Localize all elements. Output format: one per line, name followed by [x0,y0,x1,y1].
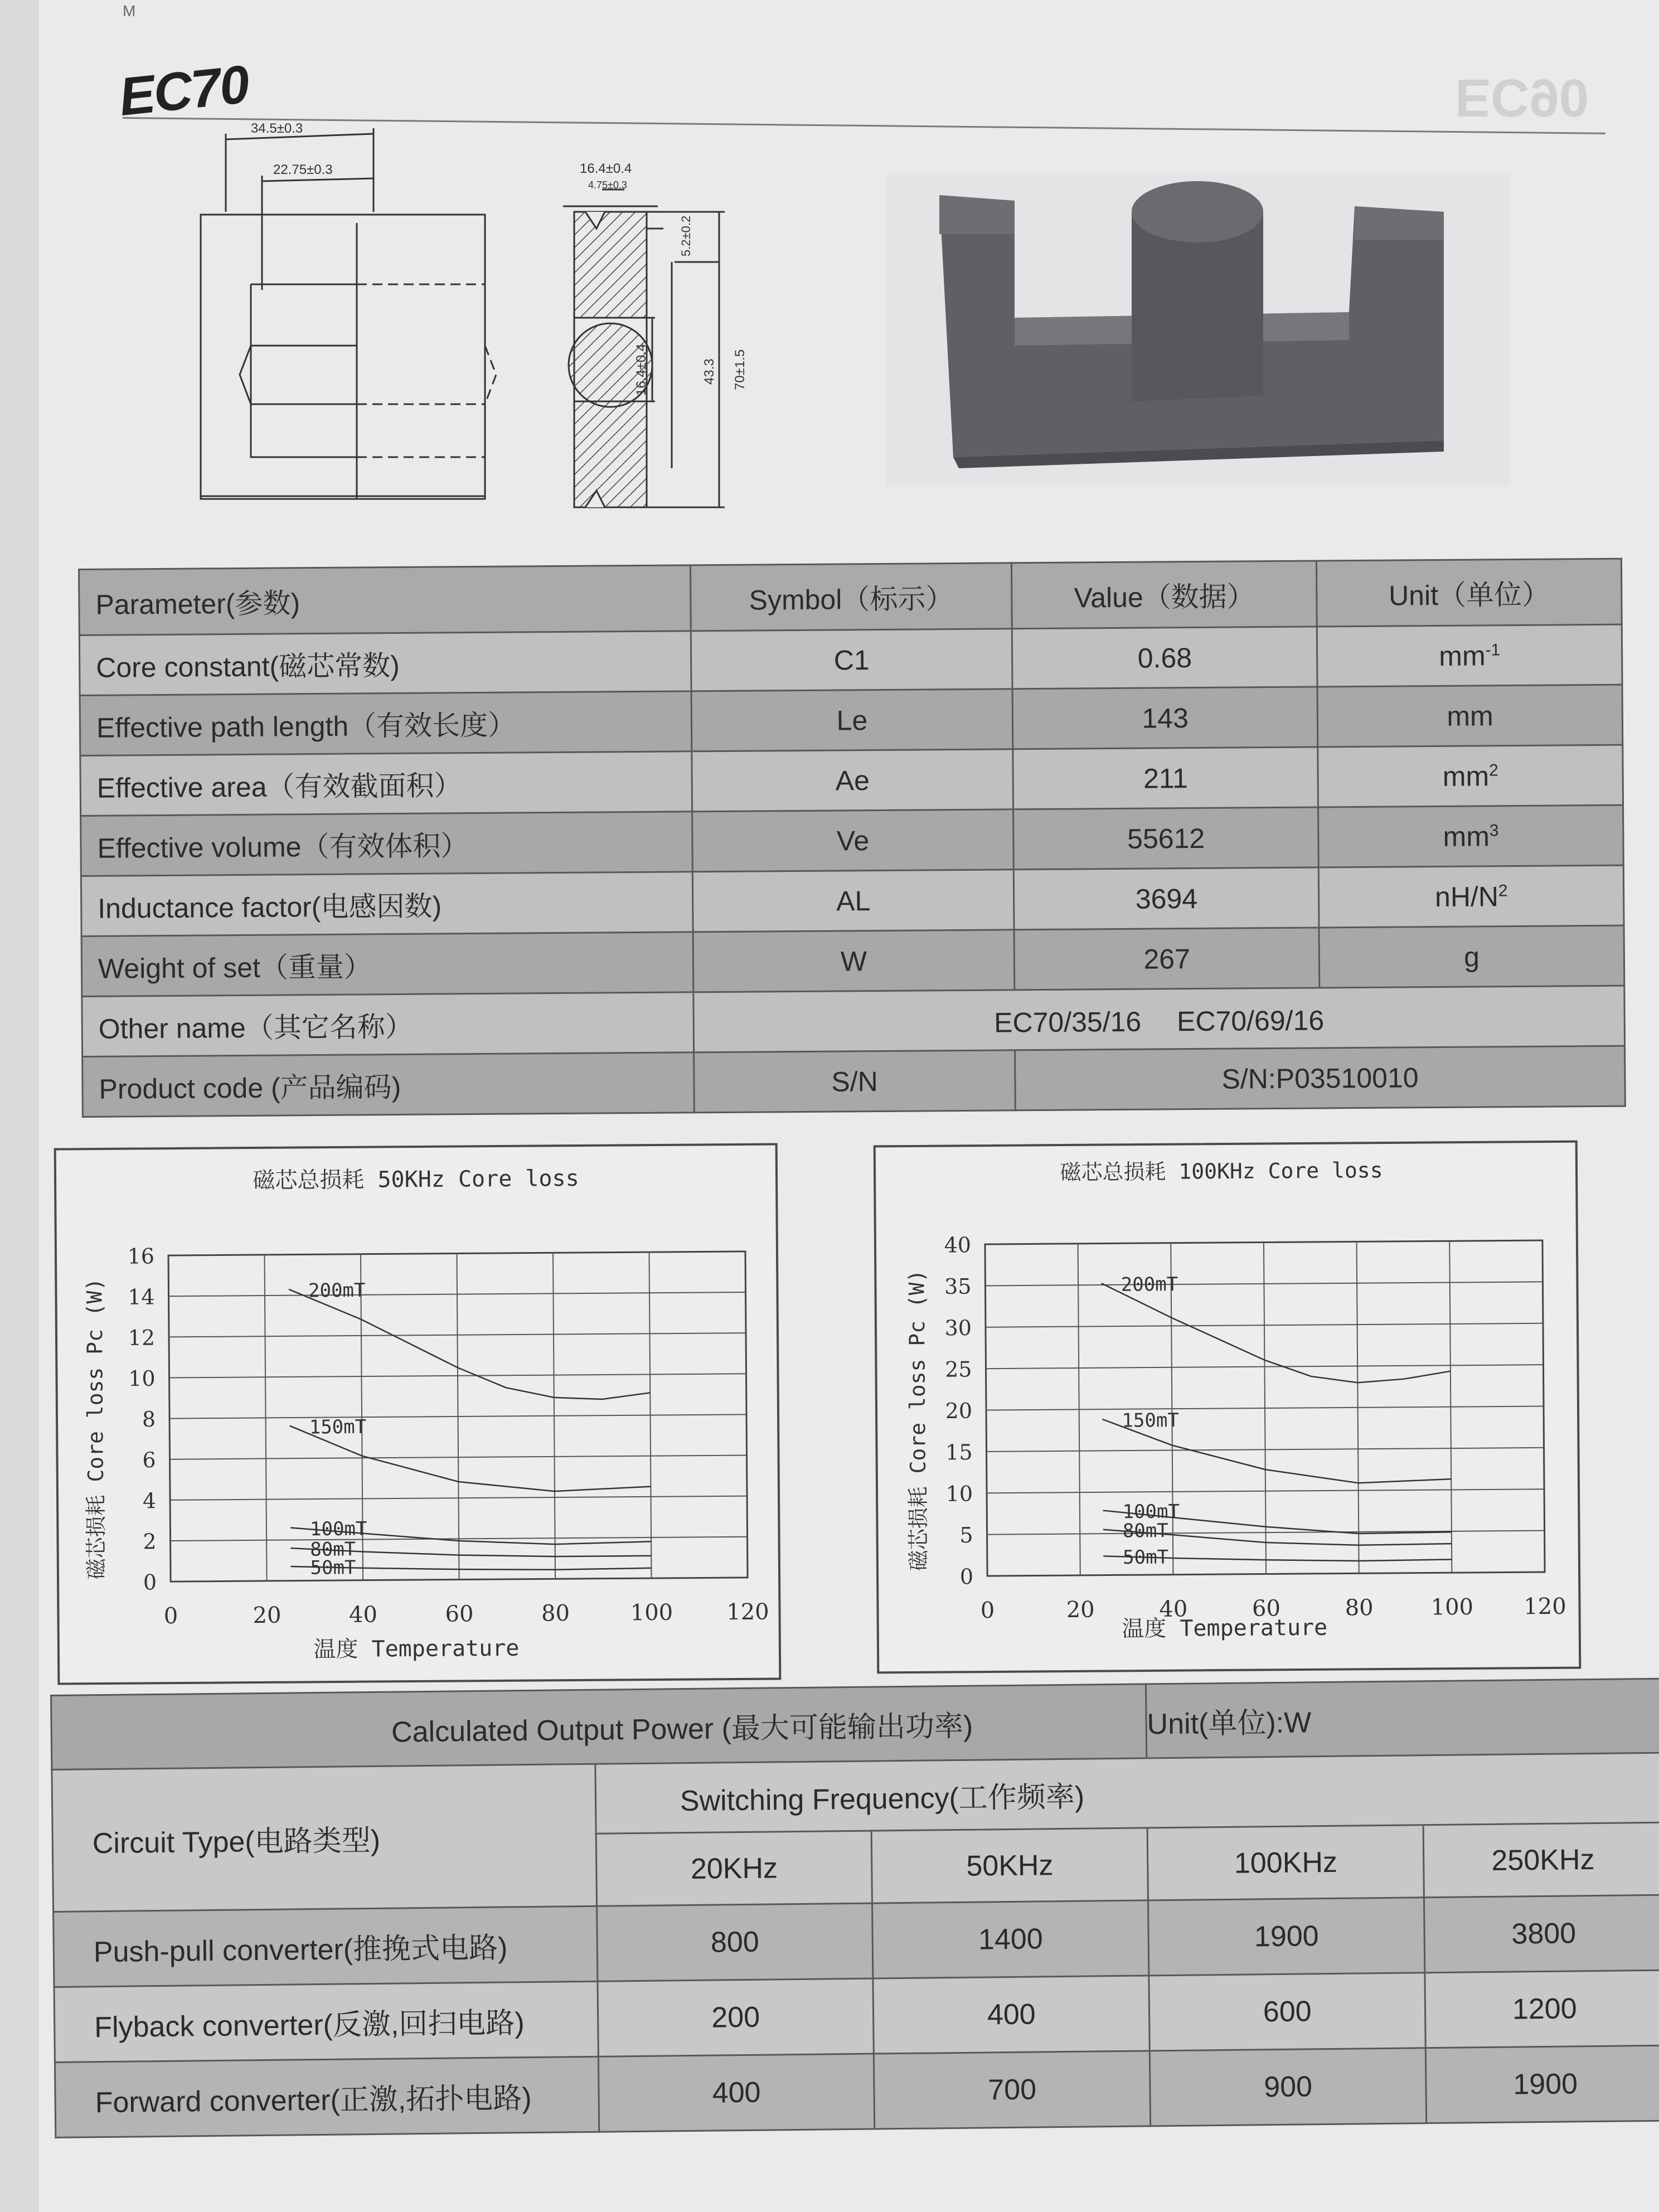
x-tick-label: 40 [1159,1596,1188,1622]
y-tick-label: 5 [959,1522,973,1548]
dim-side-width: 16.4±0.4 [580,161,632,176]
dim-window: 43.3 [702,358,717,385]
col-symbol: Symbol（标示） [690,563,1012,631]
front-view-drawing [167,123,557,524]
dim-inner-width: 22.75±0.3 [273,162,333,177]
param-value: 0.68 [1012,627,1318,689]
product-code-value: S/N:P03510010 [1015,1046,1625,1110]
chart-50khz-svg [56,1146,779,1683]
y-tick-label: 2 [143,1529,157,1554]
x-tick-label: 20 [253,1602,282,1629]
param-symbol: Le [691,689,1013,751]
table-row [79,624,1622,695]
chart-title: 磁芯总损耗 100KHz Core loss [1060,1158,1383,1185]
corner-mark: M [123,2,136,20]
param-unit: $nH/N^2$ [1319,865,1624,928]
param-name: Effective area（有效截面积） [80,751,692,816]
power-value: 600 [1149,1973,1426,2051]
power-value: 400 [873,1976,1149,2054]
dim-center-leg: 16.4±0.4 [634,343,649,396]
other-name-value: EC70/35/16 EC70/69/16 [693,986,1625,1052]
freq-20khz: 20KHz [596,1831,872,1906]
x-tick-label: 60 [445,1601,474,1627]
chart-title: 磁芯总损耗 50KHz Core loss [253,1165,579,1194]
product-code-symbol: S/N [693,1050,1015,1113]
y-tick-label: 14 [128,1284,155,1309]
series-label-100mT: 100mT [309,1517,367,1541]
power-value: 400 [598,2054,875,2132]
param-value: 211 [1013,747,1318,809]
param-symbol: AL [692,870,1014,932]
power-value: 900 [1149,2048,1427,2126]
power-value: 700 [874,2051,1151,2129]
y-tick-label: 35 [944,1274,972,1299]
param-value: 3694 [1014,867,1320,930]
y-tick-label: 40 [944,1233,972,1258]
table-row [55,2045,1659,2137]
param-name: Weight of set（重量） [81,932,693,997]
x-tick-label: 80 [1345,1595,1374,1621]
ghost-title: EC90 [1455,68,1589,128]
series-line-200mT [1102,1281,1451,1385]
param-symbol: Ae [692,749,1013,812]
switching-frequency-header: Switching Frequency(工作频率) [595,1753,1659,1833]
power-value: 1900 [1148,1898,1425,1976]
param-value: 55612 [1013,807,1319,870]
x-tick-label: 0 [980,1597,995,1624]
power-value: 800 [596,1903,873,1981]
chart-100khz [874,1141,1582,1674]
core-photo [886,173,1511,485]
x-tick-label: 100 [630,1599,673,1626]
power-value: 1900 [1426,2045,1659,2123]
other-name-label: Other name（其它名称） [82,992,694,1057]
param-symbol: Ve [692,809,1013,872]
dim-outer-width: 34.5±0.3 [251,123,303,136]
table-row [81,805,1624,876]
parameter-table-header [79,559,1622,635]
chart-xlabel: 温度 Temperature [313,1635,520,1663]
circuit-name: Flyback converter(反激,回扫电路) [54,1981,598,2062]
catalog-page [39,0,1659,2212]
x-tick-label: 0 [163,1603,178,1629]
table-row [83,1046,1626,1117]
y-tick-label: 10 [945,1481,973,1506]
table-row [80,745,1623,816]
param-name: Inductance factor(电感因数) [81,872,693,937]
y-tick-label: 16 [127,1244,155,1269]
series-label-200mT: 200mT [308,1279,366,1302]
power-value: 3800 [1424,1895,1659,1972]
y-tick-label: 4 [142,1488,157,1514]
circuit-name: Forward converter(正激,拓扑电路) [55,2056,599,2137]
chart-50khz [54,1143,782,1685]
series-label-150mT: 150mT [309,1415,367,1439]
page-title: EC70 [116,54,251,128]
y-tick-label: 0 [143,1570,157,1595]
chart-ylabel: 磁芯损耗 Core loss Pc (W) [904,1269,932,1571]
series-label-200mT: 200mT [1120,1273,1178,1296]
y-tick-label: 30 [944,1315,972,1341]
chart-xlabel: 温度 Temperature [1122,1614,1328,1642]
y-tick-label: 15 [945,1440,973,1465]
param-name: Core constant(磁芯常数) [79,631,691,696]
series-label-100mT: 100mT [1122,1500,1180,1524]
x-tick-label: 80 [541,1600,570,1627]
power-value: 1400 [872,1900,1149,1978]
series-label-150mT: 150mT [1122,1409,1179,1432]
x-tick-label: 120 [726,1599,769,1626]
series-label-50mT: 50mT [1123,1546,1169,1569]
col-unit: Unit（单位） [1317,559,1622,627]
dim-slot: 4.75±0.3 [588,180,627,191]
series-label-80mT: 80mT [310,1538,356,1561]
table-row [82,986,1625,1056]
param-unit: g [1319,925,1624,988]
chart-ylabel: 磁芯损耗 Core loss Pc (W) [82,1278,109,1580]
y-tick-label: 25 [945,1357,972,1382]
power-value: 1200 [1425,1970,1659,2048]
circuit-type-header: Circuit Type(电路类型) [52,1764,596,1912]
y-tick-label: 20 [945,1398,973,1424]
col-value: Value（数据） [1012,561,1317,629]
output-power-title: Calculated Output Power (最大可能输出功率) [51,1684,1147,1770]
y-tick-label: 10 [128,1366,156,1391]
series-label-50mT: 50mT [310,1556,356,1579]
param-unit: $mm^{-1}$ [1317,624,1622,687]
param-unit: $mm^3$ [1318,805,1623,867]
x-tick-label: 20 [1066,1597,1095,1623]
y-tick-label: 12 [128,1325,156,1350]
freq-100khz: 100KHz [1147,1825,1424,1900]
y-tick-label: 0 [959,1564,974,1589]
x-tick-label: 120 [1524,1593,1566,1620]
dim-step: 5.2±0.2 [679,215,693,256]
table-row [81,925,1624,996]
param-symbol: C1 [691,629,1012,691]
series-label-80mT: 80mT [1122,1519,1168,1542]
param-value: 143 [1012,687,1318,749]
x-tick-label: 100 [1430,1594,1474,1621]
circuit-name: Push-pull converter(推挽式电路) [54,1906,598,1987]
chart-100khz-svg [876,1143,1579,1672]
freq-50khz: 50KHz [872,1828,1148,1903]
power-value: 200 [598,1978,874,2056]
param-value: 267 [1014,928,1320,990]
x-tick-label: 60 [1251,1595,1281,1622]
output-power-table [50,1678,1659,2138]
product-code-label: Product code (产品编码) [83,1052,695,1117]
y-tick-label: 6 [142,1447,156,1473]
col-parameter: Parameter(参数) [79,565,691,636]
output-power-unit: Unit(单位):W [1146,1679,1659,1758]
series-line-200mT [289,1287,650,1401]
dim-height: 70±1.5 [733,349,748,390]
table-row [80,685,1623,755]
param-symbol: W [693,930,1015,992]
y-tick-label: 8 [142,1406,156,1432]
table-row [81,865,1624,936]
param-unit: mm [1317,685,1622,747]
param-name: Effective volume（有效体积） [81,812,693,876]
freq-250khz: 250KHz [1423,1822,1659,1897]
param-unit: $mm^2$ [1318,745,1623,807]
param-name: Effective path length（有效长度） [80,691,692,756]
x-tick-label: 40 [348,1602,378,1628]
side-view-drawing [552,156,786,524]
parameter-table [78,558,1626,1118]
